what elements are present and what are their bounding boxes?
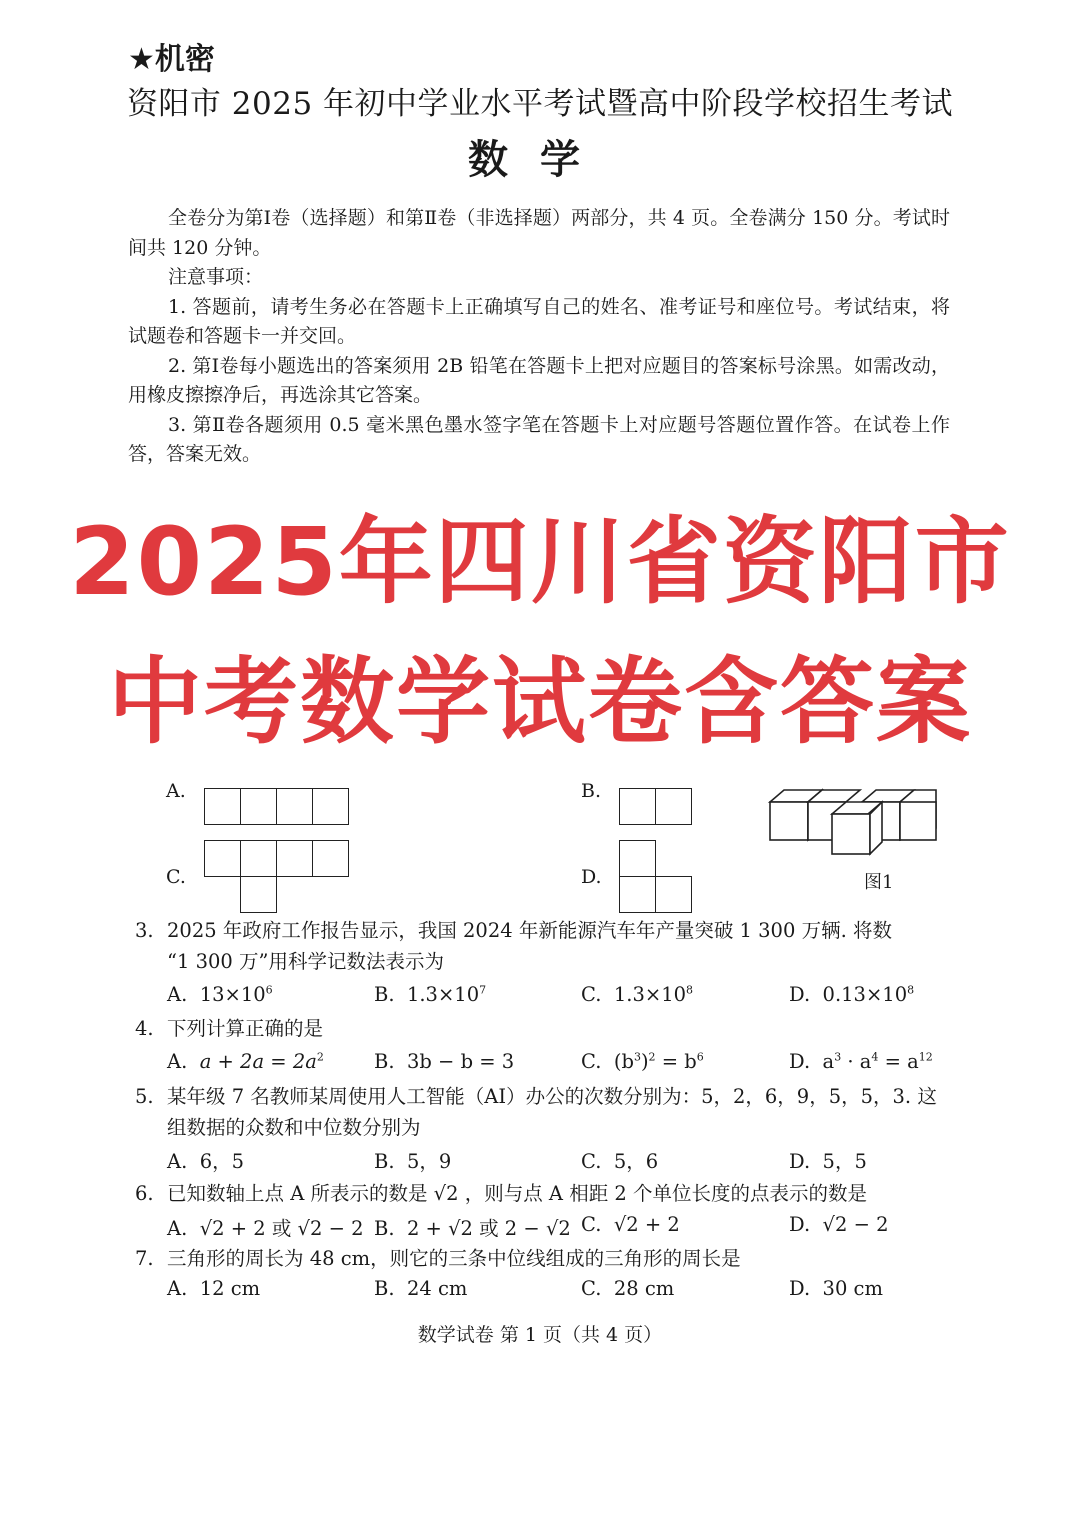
q5-option-a: A. 6，5: [167, 1150, 245, 1173]
page-footer: 数学试卷 第 1 页（共 4 页）: [417, 1324, 663, 1346]
question-7: [135, 1243, 950, 1274]
q6-option-b: B. 2 + √2 或 2 − √2: [374, 1217, 571, 1240]
q5-option-c: C. 5，6: [581, 1150, 659, 1173]
q4-text: 下列计算正确的是: [167, 1017, 324, 1040]
q2-option-a-label: A.: [166, 780, 186, 802]
q7-option-a: A. 12 cm: [167, 1277, 261, 1300]
q4-option-d: D. $a^3 \cdot a^4 = a^{12}$: [789, 1050, 933, 1073]
q4-number: 4.: [135, 1017, 154, 1040]
q4-option-c: C. $(b^3)^2 = b^6$: [581, 1050, 704, 1073]
q5-text-1: 某年级 7 名教师某周使用人工智能（AI）办公的次数分别为：5，2，6，9，5，5，3. 这: [167, 1085, 937, 1108]
q3-text-1: 2025 年政府工作报告显示，我国 2024 年新能源汽车年产量突破 1 300 万辆. 将数: [167, 919, 892, 942]
q3-option-b: B. $1.3\times 10^7$: [374, 983, 487, 1006]
subject-title: 数学: [468, 137, 612, 183]
q2-option-d-label: D.: [581, 866, 602, 888]
question-6: [135, 1178, 950, 1209]
question-4: [135, 1013, 950, 1044]
notice-title: 注意事项：: [168, 266, 264, 288]
q7-text: 三角形的周长为 48 cm，则它的三条中位线组成的三角形的周长是: [167, 1247, 741, 1270]
q6-option-a: A. √2 + 2 或 √2 − 2: [167, 1217, 364, 1240]
q2-option-b-label: B.: [581, 780, 602, 802]
q4-option-a: A. $a + 2a = 2a^2$: [167, 1050, 324, 1073]
q6-option-d: D. √2 − 2: [789, 1213, 889, 1236]
q5-option-d: D. 5，5: [789, 1150, 867, 1173]
q2-options-area: [0, 770, 1080, 920]
q3-option-c: C. $1.3\times 10^8$: [581, 983, 694, 1006]
question-5: [135, 1081, 950, 1143]
q7-option-d: D. 30 cm: [789, 1277, 883, 1300]
notice-item-3: 3. 第Ⅱ卷各题须用 0.5 毫米黑色墨水签字笔在答题卡上对应题号答题位置作答。在试卷上作答，答案无效。: [128, 413, 950, 465]
q3-option-d: D. $0.13\times 10^8$: [789, 983, 915, 1006]
banner-line-1: 2025年四川省资阳市: [69, 508, 1011, 617]
instructions: [128, 204, 950, 470]
figure-1-cubes: [764, 784, 944, 864]
q5-number: 5.: [135, 1085, 154, 1108]
q6-number: 6.: [135, 1182, 154, 1205]
q3-option-a: A. $13\times 10^6$: [167, 983, 273, 1006]
secret-mark: ★机密: [128, 42, 215, 77]
q6-option-c: C. √2 + 2: [581, 1213, 680, 1236]
figure-1-label: 图1: [864, 872, 894, 893]
q7-number: 7.: [135, 1247, 154, 1270]
banner-line-2: 中考数学试卷含答案: [107, 648, 972, 757]
q5-text-2: 组数据的众数和中位数分别为: [167, 1116, 421, 1139]
q4-option-b: B. 3b − b = 3: [374, 1050, 515, 1073]
q2-option-c-label: C.: [166, 866, 186, 888]
q7-option-c: C. 28 cm: [581, 1277, 675, 1300]
notice-item-1: 1. 答题前，请考生务必在答题卡上正确填写自己的姓名、准考证号和座位号。考试结束，将试题卷和答题卡一并交回。: [128, 295, 950, 347]
question-3: [135, 915, 950, 977]
q5-option-b: B. 5，9: [374, 1150, 452, 1173]
exam-title: 资阳市 2025 年初中学业水平考试暨高中阶段学校招生考试: [126, 86, 954, 122]
q3-number: 3.: [135, 919, 154, 942]
intro-paragraph: 全卷分为第Ⅰ卷（选择题）和第Ⅱ卷（非选择题）两部分，共 4 页。全卷满分 150 分。考试时间共 120 分钟。: [128, 207, 950, 259]
q7-option-b: B. 24 cm: [374, 1277, 468, 1300]
q6-text: 已知数轴上点 A 所表示的数是 √2 ，则与点 A 相距 2 个单位长度的点表示的数是: [167, 1182, 867, 1205]
q3-text-2: “1 300 万”用科学记数法表示为: [167, 950, 444, 973]
notice-item-2: 2. 第Ⅰ卷每小题选出的答案须用 2B 铅笔在答题卡上把对应题目的答案标号涂黑。如需改动，用橡皮擦擦净后，再选涂其它答案。: [128, 354, 950, 406]
